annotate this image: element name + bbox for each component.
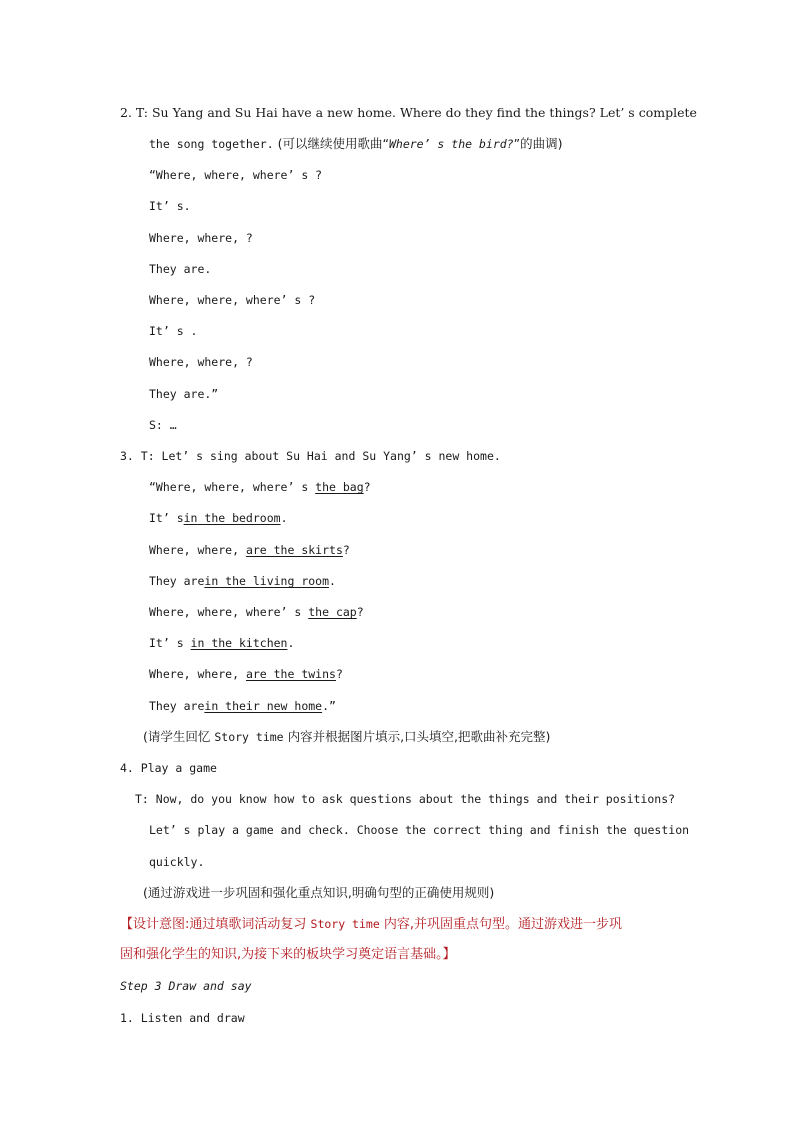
song-line: They are.” (149, 387, 219, 401)
song-line: Where, where, ? (149, 355, 253, 369)
filled-answer: in their new home (204, 699, 323, 713)
student-response: S: … (149, 418, 177, 432)
game-instruction: quickly. (149, 855, 205, 869)
song-line: Where, where, ? (149, 231, 253, 245)
song-line: Where, where, where’ s ? (149, 293, 316, 307)
teacher-note: (请学生回忆 Story time 内容并根据图片填示,口头填空,把歌曲补充完整) (143, 729, 551, 744)
filled-answer: in the bedroom (183, 511, 281, 525)
step-2-continued: the song together. (可以继续使用歌曲“Where’ s the bird?”的曲调) (149, 136, 563, 151)
filled-song-line: They arein their new home.” (149, 699, 336, 713)
game-instruction: T: Now, do you know how to ask questions about the things and their positions? (135, 792, 676, 806)
filled-answer: are the skirts (245, 543, 343, 557)
song-line: “Where, where, where’ s ? (149, 168, 323, 182)
song-line: They are. (149, 262, 212, 276)
teacher-note: (通过游戏进一步巩固和强化重点知识,明确句型的正确使用规则) (143, 885, 495, 900)
filled-song-line: It’ sin the bedroom. (149, 511, 288, 525)
filled-answer: in the kitchen (190, 636, 288, 650)
filled-answer: are the twins (245, 667, 336, 681)
song-line: It’ s. (149, 199, 191, 213)
filled-song-line: They arein the living room. (149, 574, 336, 588)
step-3-line: 3. T: Let’ s sing about Su Hai and Su Yang’ s new home. (120, 449, 501, 463)
section-heading: Step 3 Draw and say (120, 979, 252, 993)
design-intent-continued: 固和强化学生的知识,为接下来的板块学习奠定语言基础。】 (120, 947, 456, 962)
filled-song-line: “Where, where, where’ s the bag? (149, 480, 371, 494)
song-line: It’ s . (149, 324, 198, 338)
filled-answer: the cap (308, 605, 357, 619)
design-intent: 【设计意图:通过填歌词活动复习 Story time 内容,并巩固重点句型。通过游戏进一步巩 (120, 917, 623, 932)
filled-answer: the bag (315, 480, 364, 494)
text-line: 2. T: Su Yang and Su Hai have a new home. Where do they find the things? Let’ s complete (120, 105, 697, 120)
filled-song-line: Where, where, where’ s the cap? (149, 605, 364, 619)
step-4-line: 4. Play a game (120, 761, 217, 775)
game-instruction: Let’ s play a game and check. Choose the correct thing and finish the question (149, 823, 690, 837)
step-line: 1. Listen and draw (120, 1011, 245, 1025)
filled-song-line: It’ s in the kitchen. (149, 636, 295, 650)
filled-song-line: Where, where, are the twins? (149, 667, 343, 681)
filled-song-line: Where, where, are the skirts? (149, 543, 350, 557)
step-2-line (120, 105, 697, 121)
filled-answer: in the living room (204, 574, 330, 588)
